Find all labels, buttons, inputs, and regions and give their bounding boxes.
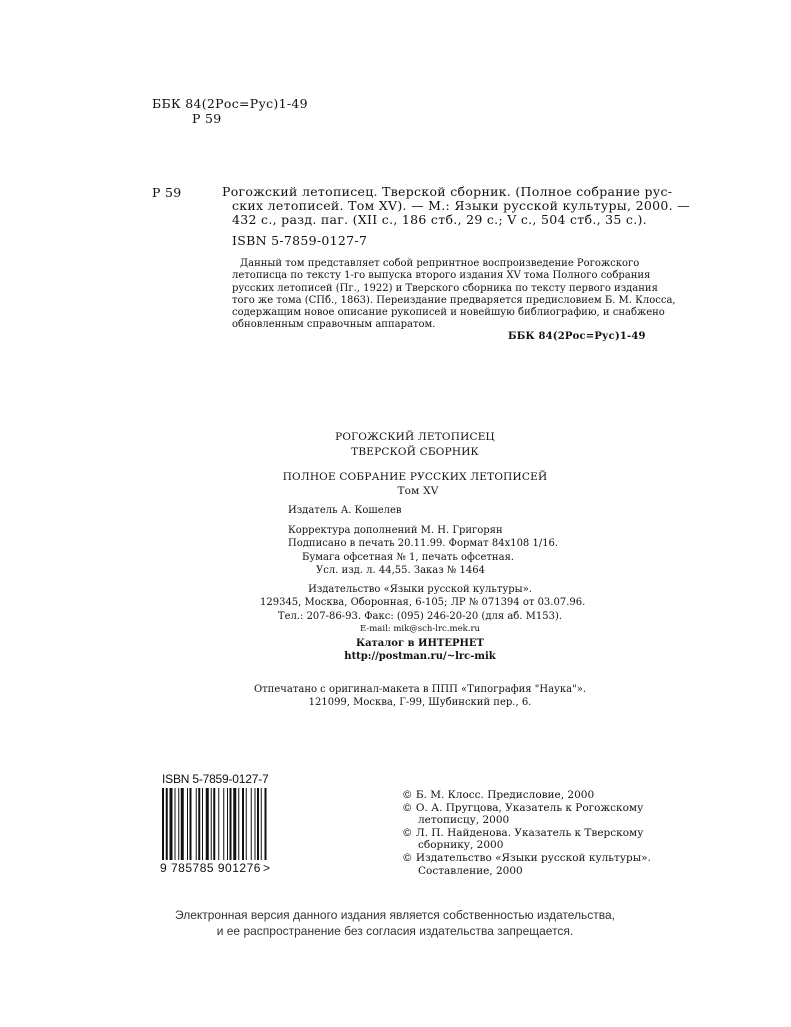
catalog-url[interactable]: http://postman.ru/~lrc-mik xyxy=(344,651,496,663)
imprint-print xyxy=(288,524,558,578)
description-line: обновленным справочным аппаратом. xyxy=(232,319,436,331)
copyright-line: © Издательство «Языки русской культуры». xyxy=(402,851,651,864)
description xyxy=(232,258,676,332)
volume-label: Том XV xyxy=(397,485,439,497)
barcode xyxy=(160,772,298,876)
publisher-info-line: 129345, Москва, Оборонная, 6-105; ЛР № 071394 от 03.07.96. xyxy=(260,597,586,609)
footer-note-line: и ее распространение без согласия издательства запрещается. xyxy=(216,924,574,938)
bib-line: ских летописей. Том XV). — М.: Языки русской культуры, 2000. — xyxy=(232,198,690,213)
barcode-digits-text: 9 785785 901276 xyxy=(160,861,261,875)
bib-record xyxy=(222,185,690,227)
series-block xyxy=(250,470,580,498)
barcode-chevron-icon: > xyxy=(262,861,271,875)
copyright-block xyxy=(402,789,651,877)
series-title: ПОЛНОЕ СОБРАНИЕ РУССКИХ ЛЕТОПИСЕЙ xyxy=(282,471,548,483)
publisher-info-line: Тел.: 207-86-93. Факс: (095) 246-20-20 (для аб. М153). xyxy=(277,610,563,622)
imprint-publisher xyxy=(288,504,402,517)
footer-note xyxy=(150,907,640,939)
description-line: летописца по тексту 1-го выпуска второго издания XV тома Полного собрания xyxy=(232,270,651,282)
author-mark: Р 59 xyxy=(192,111,222,126)
description-line: Данный том представляет собой репринтное воспроизведение Рогожского xyxy=(240,258,640,269)
catalog-label: Каталог в ИНТЕРНЕТ xyxy=(355,637,484,649)
title-line: ТВЕРСКОЙ СБОРНИК xyxy=(351,446,479,458)
imprint-publisher-info xyxy=(260,583,586,663)
title-line: РОГОЖСКИЙ ЛЕТОПИСЕЦ xyxy=(335,431,495,443)
print-line: Бумага офсетная № 1, печать офсетная. xyxy=(302,551,515,563)
corrector-line: Корректура дополнений М. Н. Григорян xyxy=(288,525,503,536)
barcode-isbn-label: ISBN 5-7859-0127-7 xyxy=(162,772,269,786)
copyright-line: сборнику, 2000 xyxy=(418,839,504,852)
bbk-code: ББК 84(2Рос=Рус)1-49 xyxy=(152,96,308,111)
imprint-printed xyxy=(250,683,590,710)
print-line: Подписано в печать 20.11.99. Формат 84x108 1/16. xyxy=(288,538,559,550)
title-block xyxy=(250,430,580,460)
footer-note-line: Электронная версия данного издания является собственностью издательства, xyxy=(174,908,616,922)
copyright-line: Составление, 2000 xyxy=(418,864,523,877)
description-bbk: ББК 84(2Рос=Рус)1-49 xyxy=(508,331,646,342)
bib-line: Рогожский летописец. Тверской сборник. (Полное собрание рус- xyxy=(222,184,673,199)
publisher-info-line: E-mail: mik@sch-lrc.mek.ru xyxy=(360,624,480,635)
barcode-bars xyxy=(160,788,296,860)
record-mark: Р 59 xyxy=(152,185,182,200)
copyright-line: © Л. П. Найденова. Указатель к Тверскому xyxy=(402,826,644,839)
bib-line: 432 с., разд. паг. (XII с., 186 стб., 29 с.; V с., 504 стб., 35 с.). xyxy=(232,212,647,227)
printed-line: 121099, Москва, Г-99, Шубинский пер., 6. xyxy=(308,697,532,709)
isbn: ISBN 5-7859-0127-7 xyxy=(232,233,368,248)
description-line: того же тома (СПб., 1863). Переиздание предваряется предисловием Б. М. Клосса, xyxy=(232,294,676,306)
printed-line: Отпечатано с оригинал-макета в ППП «Типография "Наука"». xyxy=(253,684,587,695)
publisher-line: Издатель А. Кошелев xyxy=(288,505,402,516)
barcode-digits xyxy=(160,861,270,875)
copyright-line: © О. А. Пругцова, Указатель к Рогожскому xyxy=(402,801,644,814)
print-line: Усл. изд. л. 44,55. Заказ № 1464 xyxy=(316,565,485,577)
description-line: русских летописей (Пг., 1922) и Тверского сборника по тексту первого издания xyxy=(232,282,658,294)
copyright-line: летописцу, 2000 xyxy=(418,814,510,827)
publisher-info-line: Издательство «Языки русской культуры». xyxy=(308,584,532,595)
copyright-line: © Б. М. Клосс. Предисловие, 2000 xyxy=(402,789,595,801)
description-line: содержащим новое описание рукописей и новейшую библиографию, и снабжено xyxy=(232,307,665,319)
